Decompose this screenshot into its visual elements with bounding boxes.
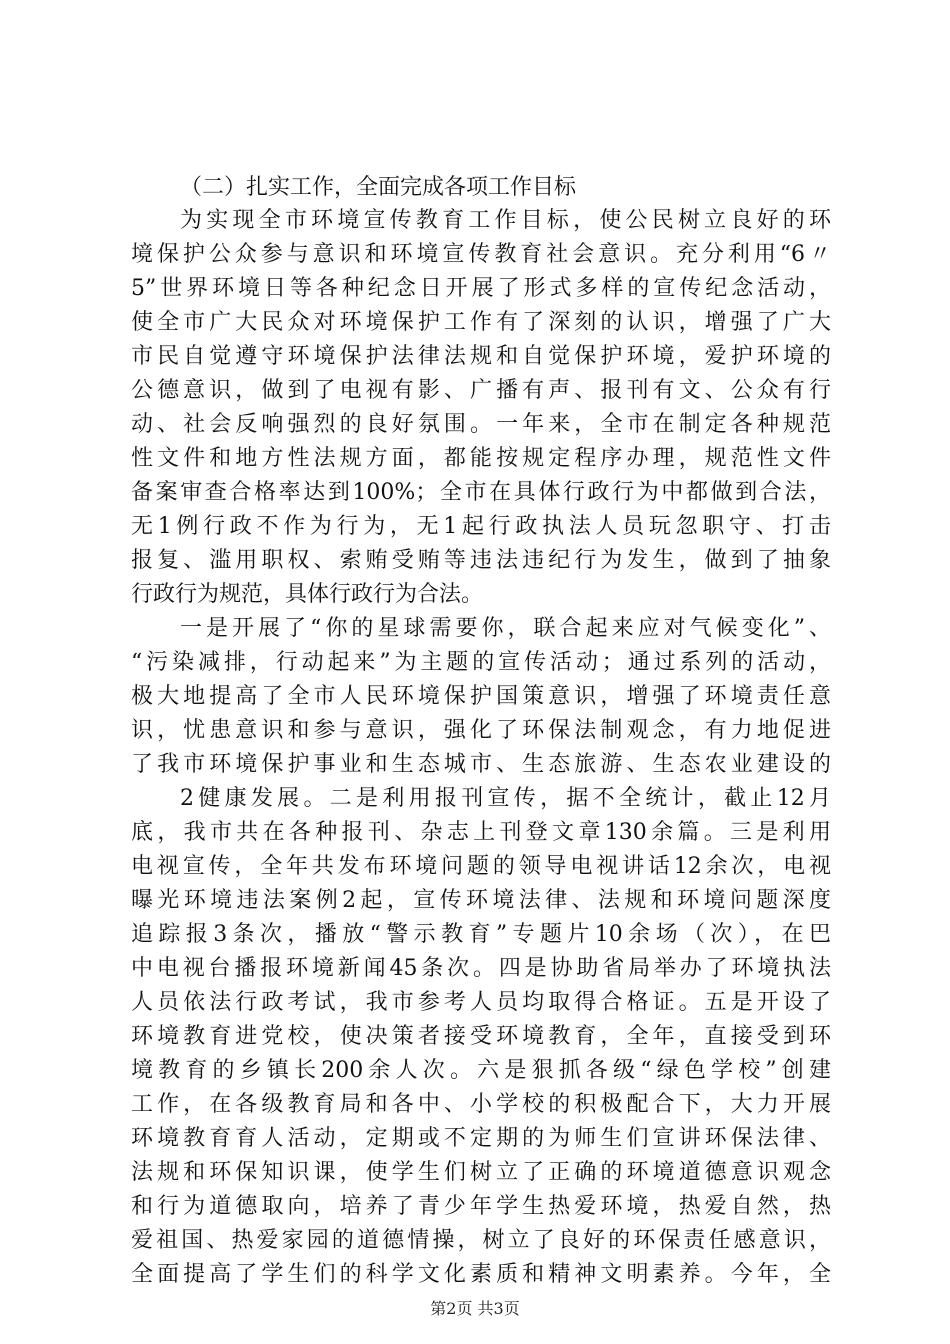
- text-line: 境保护公众参与意识和环境宣传教育社会意识。充分利用“6〃: [131, 242, 831, 267]
- text-line: 无1例行政不作为行为，无1起行政执法人员玩忽职守、打击: [131, 514, 831, 539]
- text-line: 环境教育进党校，使决策者接受环境教育，全年，直接受到环: [131, 1024, 831, 1049]
- text-line: 底，我市共在各种报刊、杂志上刊登文章130余篇。三是利用: [131, 820, 831, 845]
- text-line: “污染减排，行动起来”为主题的宣传活动；通过系列的活动，: [131, 650, 831, 675]
- text-line: 2健康发展。二是利用报刊宣传，据不全统计，截止12月: [180, 786, 831, 811]
- text-line: 为实现全市环境宣传教育工作目标，使公民树立良好的环: [180, 208, 831, 233]
- text-line: 全面提高了学生们的科学文化素质和精神文明素养。今年，全: [131, 1262, 831, 1287]
- text-line: 了我市环境保护事业和生态城市、生态旅游、生态农业建设的: [131, 752, 831, 777]
- text-line: 备案审查合格率达到100%；全市在具体行政行为中都做到合法，: [131, 480, 831, 505]
- text-line: 环境教育育人活动，定期或不定期的为师生们宣讲环保法律、: [131, 1126, 831, 1151]
- text-line: 爱祖国、热爱家园的道德情操，树立了良好的环保责任感意识，: [131, 1228, 831, 1253]
- text-line: 动、社会反响强烈的良好氛围。一年来，全市在制定各种规范: [131, 412, 831, 437]
- text-line: 识，忧患意识和参与意识，强化了环保法制观念，有力地促进: [131, 718, 831, 743]
- text-line: 人员依法行政考试，我市参考人员均取得合格证。五是开设了: [131, 990, 831, 1015]
- text-line: 公德意识，做到了电视有影、广播有声、报刊有文、公众有行: [131, 378, 831, 403]
- text-line: 境教育的乡镇长200余人次。六是狠抓各级“绿色学校”创建: [131, 1058, 831, 1083]
- page-number-footer: 第2页 共3页: [430, 1299, 520, 1318]
- text-line: 报复、滥用职权、索贿受贿等违法违纪行为发生，做到了抽象: [131, 548, 831, 573]
- text-line: 性文件和地方性法规方面，都能按规定程序办理，规范性文件: [131, 446, 831, 471]
- text-line: 法规和环保知识课，使学生们树立了正确的环境道德意识观念: [131, 1160, 831, 1185]
- text-line: 市民自觉遵守环境保护法律法规和自觉保护环境，爱护环境的: [131, 344, 831, 369]
- text-line: 工作，在各级教育局和各中、小学校的积极配合下，大力开展: [131, 1092, 831, 1117]
- text-line: 一是开展了“你的星球需要你，联合起来应对气候变化”、: [180, 616, 831, 641]
- text-line: 中电视台播报环境新闻45条次。四是协助省局举办了环境执法: [131, 956, 831, 981]
- section-heading: （二）扎实工作，全面完成各项工作目标: [180, 175, 577, 200]
- text-line: 5”世界环境日等各种纪念日开展了形式多样的宣传纪念活动，: [131, 276, 831, 301]
- text-line: 电视宣传，全年共发布环境问题的领导电视讲话12余次，电视: [131, 854, 831, 879]
- text-line: 使全市广大民众对环境保护工作有了深刻的认识，增强了广大: [131, 310, 831, 335]
- text-line: 曝光环境违法案例2起，宣传环境法律、法规和环境问题深度: [131, 888, 831, 913]
- text-line: 追踪报3条次，播放“警示教育”专题片10余场（次），在巴: [131, 922, 831, 947]
- text-line: 和行为道德取向，培养了青少年学生热爱环境，热爱自然，热: [131, 1194, 831, 1219]
- text-line: 行政行为规范，具体行政行为合法。: [131, 582, 484, 607]
- text-line: 极大地提高了全市人民环境保护国策意识，增强了环境责任意: [131, 684, 831, 709]
